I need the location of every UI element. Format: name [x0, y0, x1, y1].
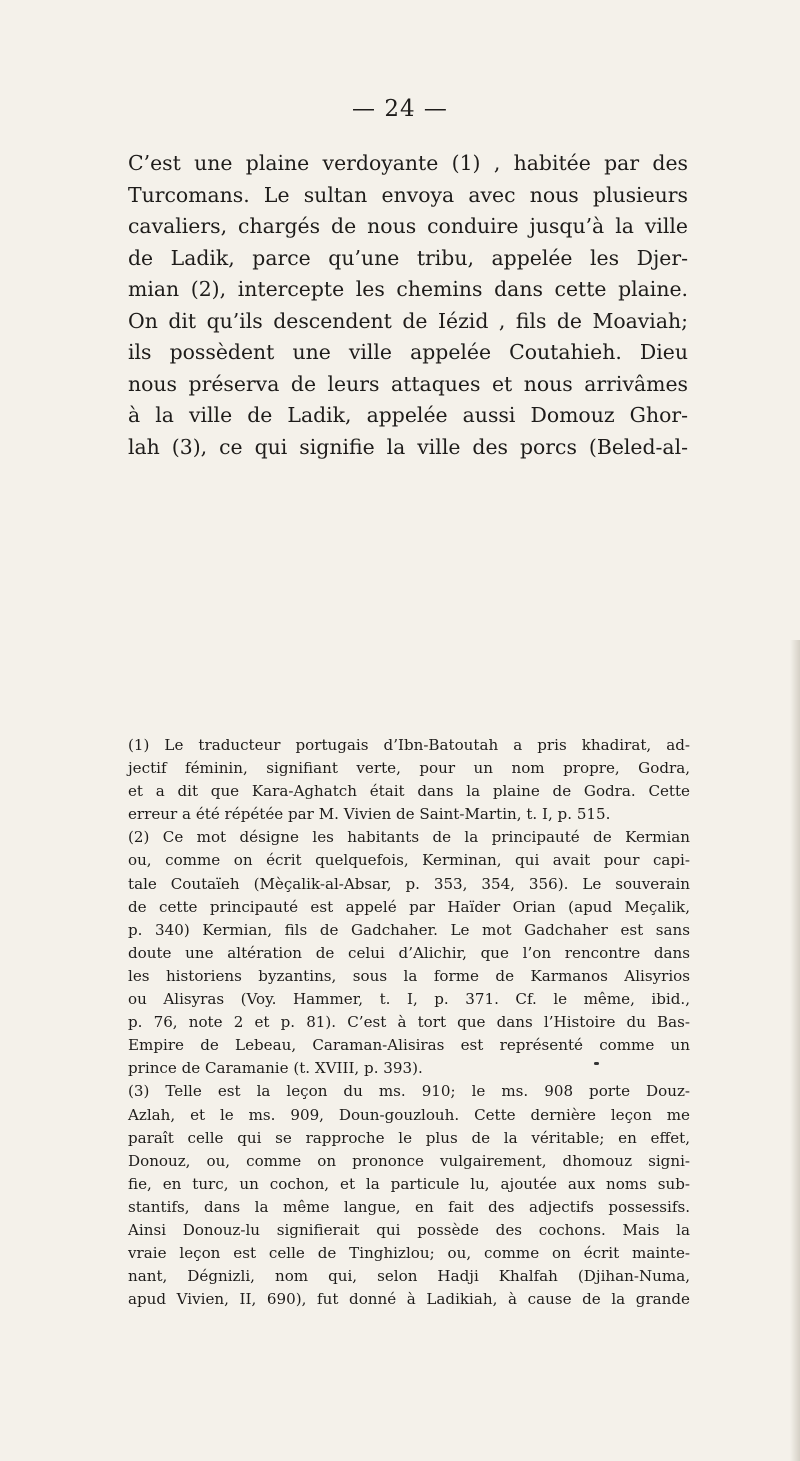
footnote-line: erreur a été répétée par M. Vivien de Saint-Martin, t. I, p. 515.	[128, 805, 611, 824]
footnote-line: vraie leçon est celle de Tinghizlou; ou, comme on écrit mainte-	[128, 1244, 690, 1263]
body-line: lah (3), ce qui signifie la ville des porcs (Beled-al-	[128, 434, 688, 459]
footnote-line: p. 76, note 2 et p. 81). C’est à tort que dans l’Histoire du Bas-	[128, 1013, 690, 1032]
footnote-line: (1) Le traducteur portugais d’Ibn-Batoutah a pris khadirat, ad-	[128, 736, 690, 754]
footnote-line: stantifs, dans la même langue, en fait des adjectifs possessifs.	[128, 1197, 690, 1216]
footnote-line: les historiens byzantins, sous la forme de Karmanos Alisyrios	[128, 966, 690, 985]
body-line: de Ladik, parce qu’une tribu, appelée les Djer-	[128, 245, 688, 270]
footnote-line: doute une altération de celui d’Alichir, que l’on rencontre dans	[128, 943, 690, 962]
body-line: à la ville de Ladik, appelée aussi Domouz Ghor-	[128, 403, 688, 427]
body-line: C’est une plaine verdoyante (1) , habitée par des	[128, 151, 688, 175]
footnote-line: apud Vivien, II, 690), fut donné à Ladikiah, à cause de la grande	[128, 1290, 690, 1309]
ink-smudge	[594, 1062, 599, 1065]
footnote-line: jectif féminin, signifiant verte, pour un nom propre, Godra,	[128, 759, 690, 778]
footnote-line: Donouz, ou, comme on prononce vulgairement, dhomouz signi-	[128, 1151, 690, 1170]
footnote-line: de cette principauté est appelé par Haïder Orian (apud Meçalik,	[128, 897, 690, 916]
body-line: cavaliers, chargés de nous conduire jusqu’à la ville	[128, 214, 688, 238]
footnote-line: (3) Telle est la leçon du ms. 910; le ms. 908 porte Douz-	[128, 1082, 690, 1101]
footnotes	[128, 734, 690, 1311]
footnote-line: Ainsi Donouz-lu signifierait qui possède des cochons. Mais la	[128, 1220, 690, 1239]
body-line: On dit qu’ils descendent de Iézid , fils de Moaviah;	[128, 308, 688, 333]
body-line: mian (2), intercepte les chemins dans cette plaine.	[128, 277, 688, 301]
footnote-line: Azlah, et le ms. 909, Doun-gouzlouh. Cette dernière leçon me	[128, 1105, 690, 1124]
footnote-line: p. 340) Kermian, fils de Gadchaher. Le mot Gadchaher est sans	[128, 920, 690, 939]
footnote-line: (2) Ce mot désigne les habitants de la principauté de Kermian	[128, 828, 690, 847]
footnote-line: tale Coutaïeh (Mèçalik-al-Absar, p. 353, 354, 356). Le souverain	[128, 874, 690, 893]
body-line: ils possèdent une ville appelée Coutahieh. Dieu	[128, 340, 688, 364]
footnote-line: fie, en turc, un cochon, et la particule lu, ajoutée aux noms sub-	[128, 1174, 690, 1193]
footnote-line: ou Alisyras (Voy. Hammer, t. I, p. 371. Cf. le même, ibid.,	[128, 990, 690, 1009]
footnote-line: nant, Dégnizli, nom qui, selon Hadji Khalfah (Djihan-Numa,	[128, 1267, 690, 1286]
page-number: — 24 —	[352, 96, 448, 122]
footnote-line: Empire de Lebeau, Caraman-Alisiras est représenté comme un	[128, 1036, 690, 1055]
footnote-line: et a dit que Kara-Aghatch était dans la plaine de Godra. Cette	[128, 782, 690, 801]
page-edge-shadow	[790, 640, 800, 1461]
body-text	[128, 148, 688, 463]
body-line: Turcomans. Le sultan envoya avec nous plusieurs	[128, 182, 688, 207]
footnote-line: ou, comme on écrit quelquefois, Kerminan, qui avait pour capi-	[128, 851, 690, 870]
body-line: nous préserva de leurs attaques et nous arrivâmes	[128, 371, 688, 396]
footnote-line: paraît celle qui se rapproche le plus de la véritable; en effet,	[128, 1128, 690, 1147]
footnote-line: prince de Caramanie (t. XVIII, p. 393).	[128, 1059, 423, 1078]
